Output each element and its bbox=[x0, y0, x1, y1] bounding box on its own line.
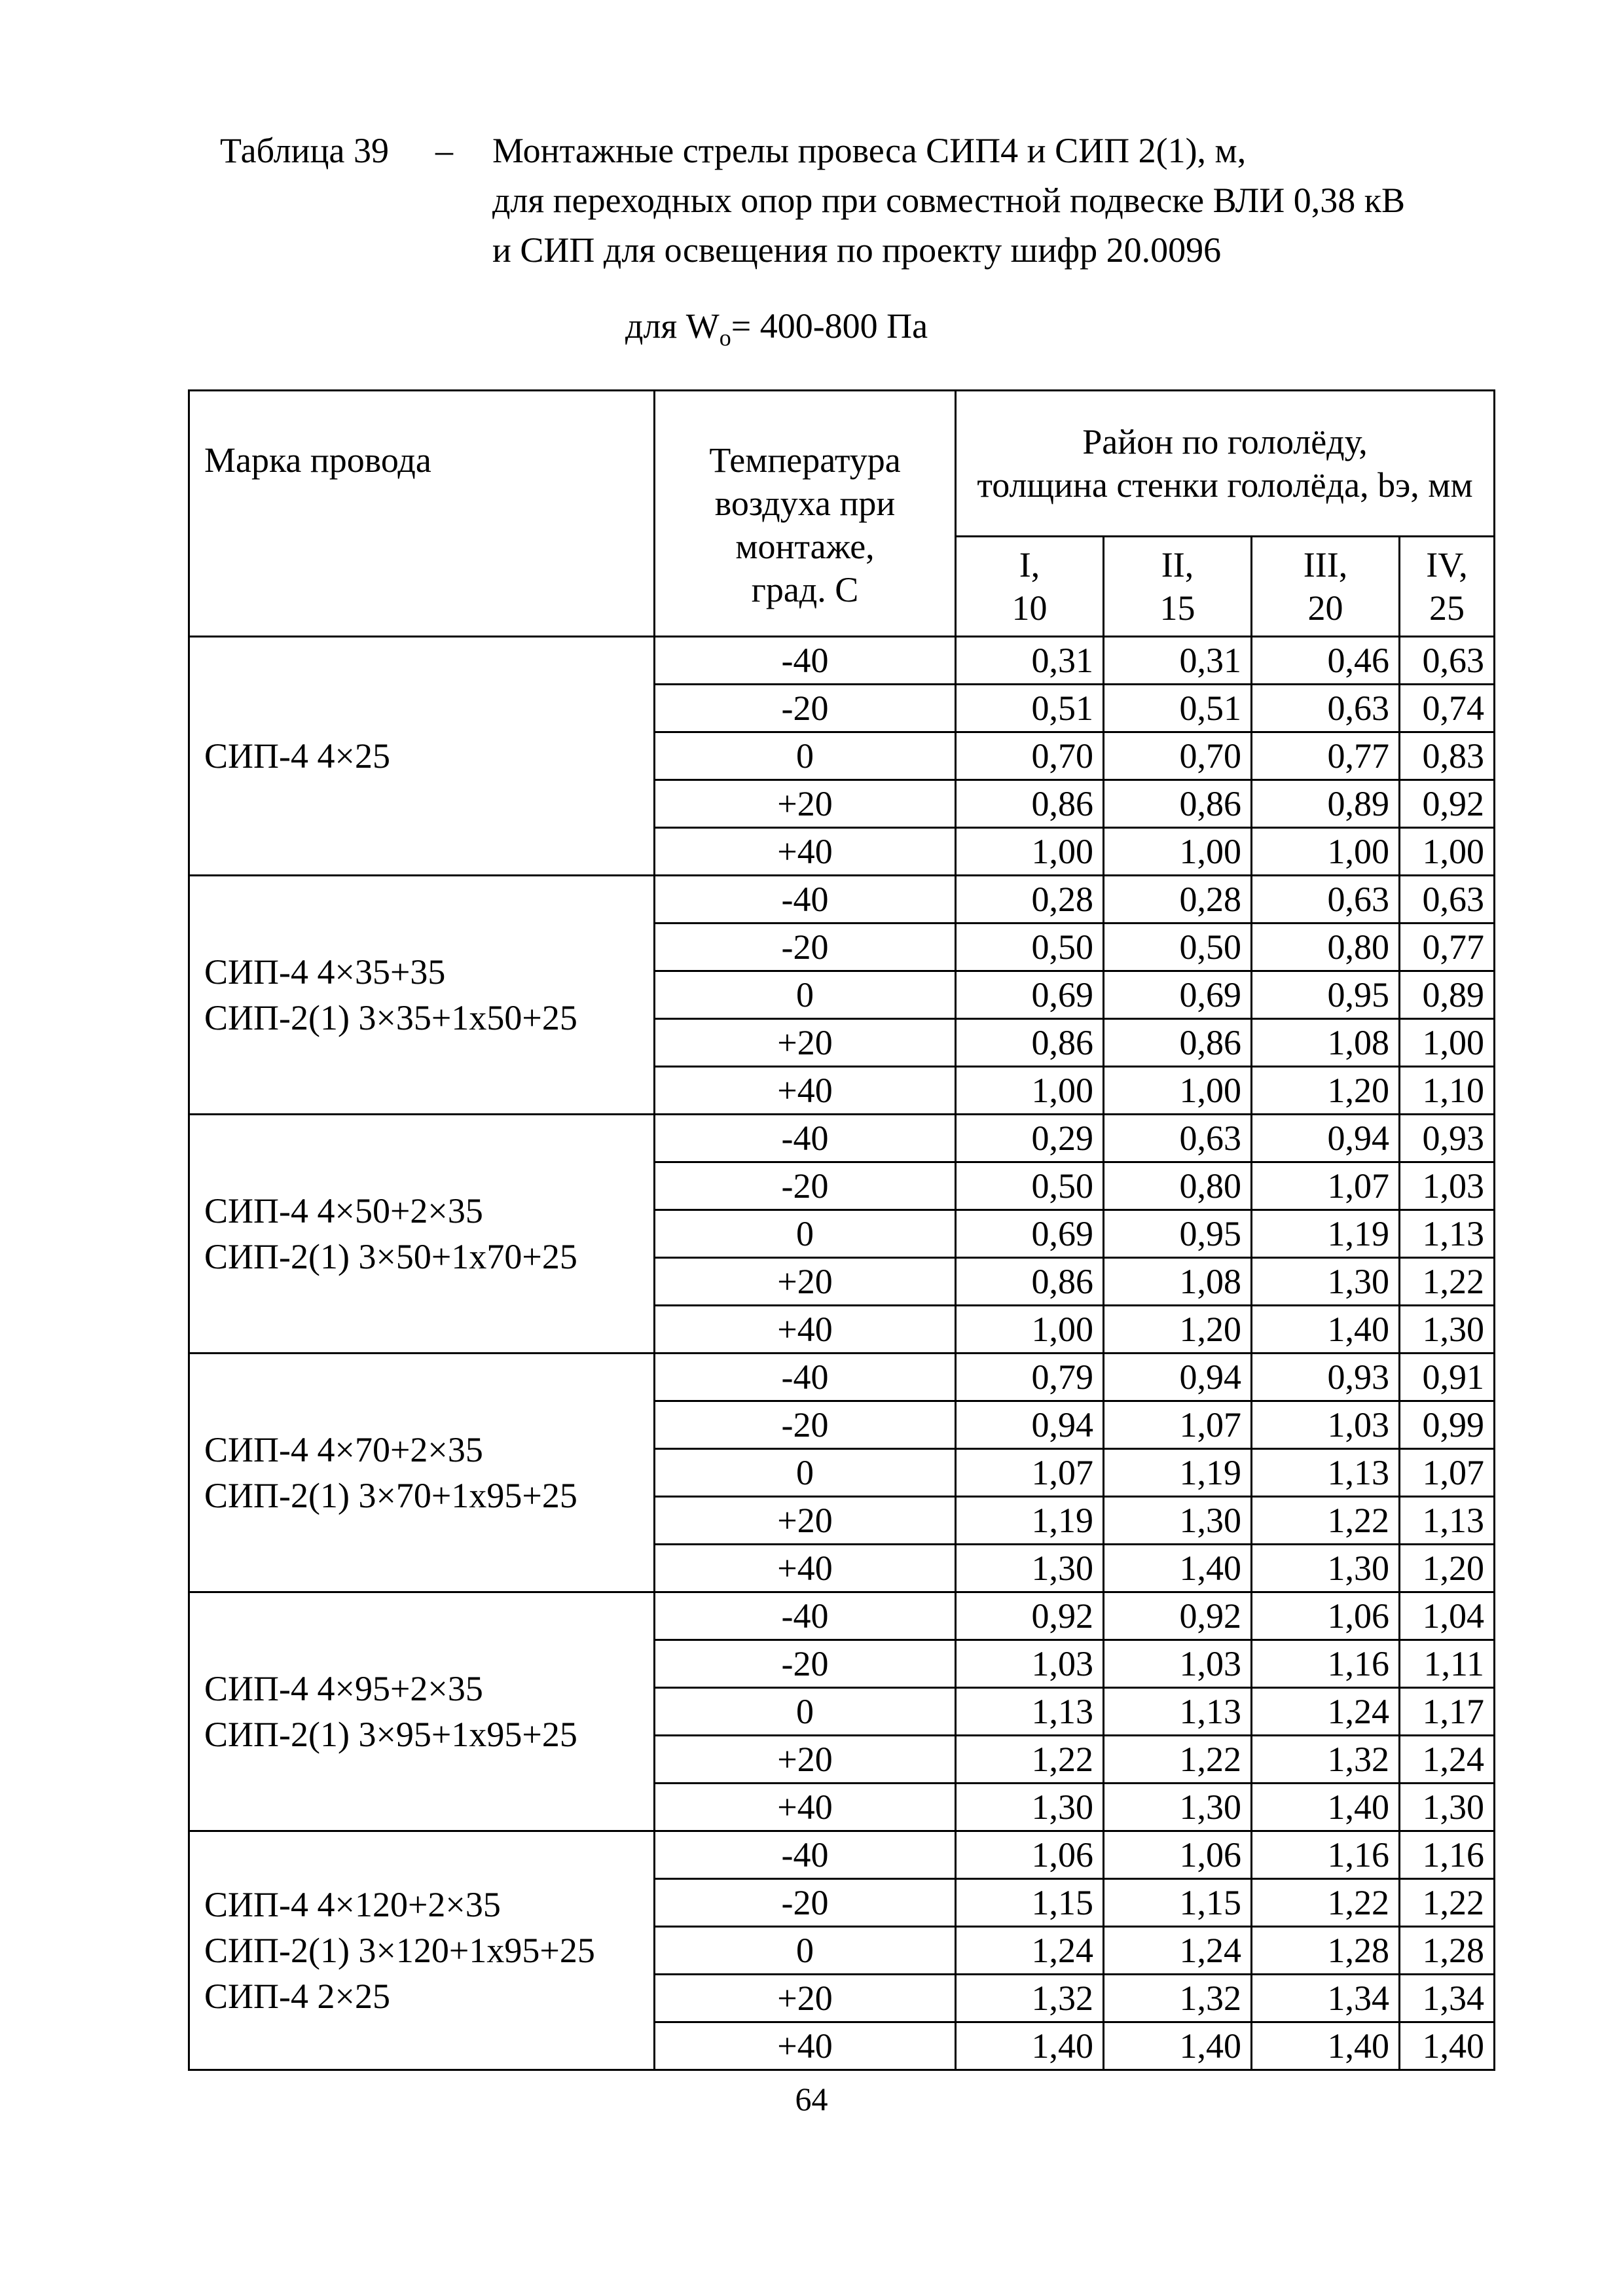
temperature-cell: -40 bbox=[655, 1115, 956, 1162]
wire-mark-line: СИП-4 2×25 bbox=[204, 1977, 390, 2016]
header-row bbox=[189, 391, 1495, 537]
sag-value-cell: 1,40 bbox=[956, 2022, 1104, 2070]
sag-value-cell: 1,00 bbox=[956, 1067, 1104, 1115]
sag-value-cell: 1,30 bbox=[1252, 1545, 1400, 1592]
temperature-cell: -20 bbox=[655, 685, 956, 732]
region-thickness: 20 bbox=[1307, 588, 1343, 628]
wire-mark-cell bbox=[189, 637, 655, 876]
sag-table bbox=[188, 389, 1495, 2071]
sag-value-cell: 0,83 bbox=[1400, 732, 1495, 780]
wire-mark-line: СИП-4 4×35+35 bbox=[204, 952, 446, 992]
table-caption-title bbox=[492, 126, 1405, 275]
sag-value-cell: 1,22 bbox=[1104, 1736, 1252, 1784]
region-roman: II, bbox=[1161, 545, 1194, 584]
sag-value-cell: 0,69 bbox=[1104, 971, 1252, 1019]
sag-value-cell: 0,69 bbox=[956, 1210, 1104, 1258]
temperature-cell: +20 bbox=[655, 1736, 956, 1784]
sag-value-cell: 1,30 bbox=[1104, 1497, 1252, 1545]
temperature-cell: 0 bbox=[655, 1210, 956, 1258]
sag-value-cell: 1,32 bbox=[1252, 1736, 1400, 1784]
region-roman: IV, bbox=[1426, 545, 1468, 584]
sag-value-cell: 1,10 bbox=[1400, 1067, 1495, 1115]
sag-value-cell: 1,22 bbox=[1252, 1879, 1400, 1927]
table-row bbox=[189, 1354, 1495, 1401]
sag-value-cell: 0,77 bbox=[1252, 732, 1400, 780]
region-thickness: 25 bbox=[1429, 588, 1465, 628]
wire-mark-cell bbox=[189, 1115, 655, 1354]
sag-value-cell: 1,40 bbox=[1252, 1784, 1400, 1831]
temperature-cell: -40 bbox=[655, 876, 956, 924]
sag-value-cell: 1,16 bbox=[1252, 1640, 1400, 1688]
sag-value-cell: 0,63 bbox=[1252, 685, 1400, 732]
temperature-cell: 0 bbox=[655, 1449, 956, 1497]
sag-value-cell: 0,86 bbox=[956, 1019, 1104, 1067]
sag-value-cell: 0,50 bbox=[956, 924, 1104, 971]
temperature-cell: +40 bbox=[655, 1545, 956, 1592]
sag-value-cell: 0,46 bbox=[1252, 637, 1400, 685]
sag-value-cell: 1,00 bbox=[956, 1306, 1104, 1354]
sag-value-cell: 0,94 bbox=[1104, 1354, 1252, 1401]
table-row bbox=[189, 637, 1495, 685]
wire-mark-line: СИП-4 4×25 bbox=[204, 736, 390, 776]
sag-value-cell: 0,77 bbox=[1400, 924, 1495, 971]
sag-value-cell: 1,24 bbox=[1252, 1688, 1400, 1736]
subtitle-prefix: для W bbox=[625, 306, 720, 346]
region-roman: I, bbox=[1019, 545, 1040, 584]
sag-value-cell: 1,30 bbox=[956, 1784, 1104, 1831]
sag-value-cell: 1,07 bbox=[1252, 1162, 1400, 1210]
region-header-1 bbox=[956, 537, 1104, 637]
temperature-cell: +40 bbox=[655, 1306, 956, 1354]
sag-value-cell: 1,17 bbox=[1400, 1688, 1495, 1736]
sag-value-cell: 1,32 bbox=[956, 1975, 1104, 2022]
sag-value-cell: 0,86 bbox=[956, 780, 1104, 828]
wire-mark-line: СИП-2(1) 3×70+1х95+25 bbox=[204, 1476, 577, 1515]
temperature-cell: -40 bbox=[655, 1831, 956, 1879]
temp-header-line: Температура bbox=[709, 440, 901, 480]
sag-value-cell: 1,30 bbox=[1400, 1784, 1495, 1831]
sag-value-cell: 1,24 bbox=[956, 1927, 1104, 1975]
sag-value-cell: 0,63 bbox=[1400, 637, 1495, 685]
wind-pressure-subtitle bbox=[625, 301, 928, 363]
column-header-mark: Марка провода bbox=[189, 391, 655, 637]
table-row bbox=[189, 1592, 1495, 1640]
sag-value-cell: 1,15 bbox=[956, 1879, 1104, 1927]
sag-value-cell: 0,29 bbox=[956, 1115, 1104, 1162]
temperature-cell: -20 bbox=[655, 1879, 956, 1927]
region-roman: III, bbox=[1303, 545, 1348, 584]
sag-value-cell: 1,06 bbox=[1104, 1831, 1252, 1879]
temperature-cell: +20 bbox=[655, 1975, 956, 2022]
sag-value-cell: 1,19 bbox=[1104, 1449, 1252, 1497]
sag-value-cell: 0,92 bbox=[1104, 1592, 1252, 1640]
temperature-cell: -20 bbox=[655, 1640, 956, 1688]
temperature-cell: 0 bbox=[655, 971, 956, 1019]
sag-value-cell: 1,13 bbox=[1252, 1449, 1400, 1497]
temperature-cell: -40 bbox=[655, 1592, 956, 1640]
sag-value-cell: 0,94 bbox=[956, 1401, 1104, 1449]
sag-value-cell: 1,20 bbox=[1104, 1306, 1252, 1354]
temp-header-line: град. С bbox=[751, 570, 859, 609]
table-row bbox=[189, 1831, 1495, 1879]
region-header-line: Район по гололёду, bbox=[1082, 422, 1368, 461]
sag-value-cell: 1,13 bbox=[1104, 1688, 1252, 1736]
sag-value-cell: 1,24 bbox=[1104, 1927, 1252, 1975]
sag-value-cell: 1,07 bbox=[1104, 1401, 1252, 1449]
sag-value-cell: 1,22 bbox=[1252, 1497, 1400, 1545]
temperature-cell: -20 bbox=[655, 1401, 956, 1449]
wire-mark-cell bbox=[189, 1831, 655, 2070]
sag-value-cell: 1,32 bbox=[1104, 1975, 1252, 2022]
sag-value-cell: 1,40 bbox=[1252, 1306, 1400, 1354]
wire-mark-line: СИП-2(1) 3×95+1х95+25 bbox=[204, 1715, 577, 1754]
wire-mark-line: СИП-2(1) 3×50+1х70+25 bbox=[204, 1237, 577, 1276]
sag-value-cell: 1,19 bbox=[956, 1497, 1104, 1545]
sag-value-cell: 1,30 bbox=[1104, 1784, 1252, 1831]
temp-header-line: монтаже, bbox=[735, 527, 875, 566]
table-row bbox=[189, 876, 1495, 924]
sag-value-cell: 0,93 bbox=[1400, 1115, 1495, 1162]
sag-value-cell: 0,89 bbox=[1252, 780, 1400, 828]
sag-value-cell: 1,03 bbox=[1104, 1640, 1252, 1688]
sag-value-cell: 0,50 bbox=[1104, 924, 1252, 971]
sag-value-cell: 1,30 bbox=[1400, 1306, 1495, 1354]
temperature-cell: 0 bbox=[655, 732, 956, 780]
wire-mark-cell bbox=[189, 1354, 655, 1592]
caption-dash: – bbox=[435, 131, 453, 170]
caption-line: для переходных опор при совместной подвеске ВЛИ 0,38 кВ bbox=[492, 181, 1405, 220]
column-header-temperature bbox=[655, 391, 956, 637]
sag-value-cell: 0,63 bbox=[1252, 876, 1400, 924]
sag-value-cell: 1,16 bbox=[1252, 1831, 1400, 1879]
region-header-line: толщина стенки гололёда, bэ, мм bbox=[977, 465, 1473, 505]
sag-value-cell: 1,04 bbox=[1400, 1592, 1495, 1640]
sag-value-cell: 1,13 bbox=[1400, 1497, 1495, 1545]
sag-value-cell: 1,40 bbox=[1400, 2022, 1495, 2070]
sag-value-cell: 0,94 bbox=[1252, 1115, 1400, 1162]
sag-value-cell: 0,95 bbox=[1252, 971, 1400, 1019]
sag-value-cell: 1,16 bbox=[1400, 1831, 1495, 1879]
page-number: 64 bbox=[795, 2081, 828, 2117]
sag-value-cell: 1,06 bbox=[956, 1831, 1104, 1879]
sag-value-cell: 1,00 bbox=[956, 828, 1104, 876]
wire-mark-line: СИП-4 4×120+2×35 bbox=[204, 1885, 501, 1924]
sag-value-cell: 1,40 bbox=[1104, 1545, 1252, 1592]
temperature-cell: -20 bbox=[655, 1162, 956, 1210]
sag-value-cell: 0,86 bbox=[1104, 780, 1252, 828]
temperature-cell: 0 bbox=[655, 1688, 956, 1736]
table-caption-label: Таблица 39 bbox=[220, 131, 389, 170]
sag-value-cell: 0,86 bbox=[1104, 1019, 1252, 1067]
sag-value-cell: 0,80 bbox=[1252, 924, 1400, 971]
temp-header-line: воздуха при bbox=[714, 484, 896, 523]
temperature-cell: +20 bbox=[655, 1258, 956, 1306]
sag-value-cell: 1,08 bbox=[1104, 1258, 1252, 1306]
sag-value-cell: 0,31 bbox=[956, 637, 1104, 685]
sag-value-cell: 1,20 bbox=[1252, 1067, 1400, 1115]
column-header-ice-region bbox=[956, 391, 1495, 537]
sag-value-cell: 1,15 bbox=[1104, 1879, 1252, 1927]
sag-value-cell: 1,03 bbox=[956, 1640, 1104, 1688]
sag-value-cell: 0,89 bbox=[1400, 971, 1495, 1019]
sag-value-cell: 1,07 bbox=[956, 1449, 1104, 1497]
sag-value-cell: 1,22 bbox=[1400, 1258, 1495, 1306]
subtitle-suffix: = 400-800 Па bbox=[731, 306, 928, 346]
temperature-cell: +40 bbox=[655, 2022, 956, 2070]
table-row bbox=[189, 1115, 1495, 1162]
sag-value-cell: 0,51 bbox=[956, 685, 1104, 732]
caption-line: и СИП для освещения по проекту шифр 20.0096 bbox=[492, 230, 1222, 270]
sag-value-cell: 1,28 bbox=[1252, 1927, 1400, 1975]
temperature-cell: +40 bbox=[655, 828, 956, 876]
sag-value-cell: 0,92 bbox=[1400, 780, 1495, 828]
temperature-cell: +20 bbox=[655, 1019, 956, 1067]
sag-value-cell: 1,07 bbox=[1400, 1449, 1495, 1497]
temperature-cell: 0 bbox=[655, 1927, 956, 1975]
sag-value-cell: 0,51 bbox=[1104, 685, 1252, 732]
sag-value-cell: 0,63 bbox=[1104, 1115, 1252, 1162]
sag-value-cell: 1,13 bbox=[956, 1688, 1104, 1736]
temperature-cell: +40 bbox=[655, 1067, 956, 1115]
sag-value-cell: 1,03 bbox=[1400, 1162, 1495, 1210]
sag-value-cell: 0,69 bbox=[956, 971, 1104, 1019]
sag-value-cell: 1,00 bbox=[1400, 828, 1495, 876]
sag-value-cell: 0,86 bbox=[956, 1258, 1104, 1306]
temperature-cell: -20 bbox=[655, 924, 956, 971]
temperature-cell: -40 bbox=[655, 1354, 956, 1401]
region-thickness: 15 bbox=[1159, 588, 1195, 628]
sag-value-cell: 0,28 bbox=[956, 876, 1104, 924]
sag-value-cell: 0,91 bbox=[1400, 1354, 1495, 1401]
wire-mark-line: СИП-2(1) 3×120+1х95+25 bbox=[204, 1931, 595, 1970]
sag-value-cell: 1,24 bbox=[1400, 1736, 1495, 1784]
sag-value-cell: 0,93 bbox=[1252, 1354, 1400, 1401]
temperature-cell: +40 bbox=[655, 1784, 956, 1831]
temperature-cell: +20 bbox=[655, 1497, 956, 1545]
wire-mark-cell bbox=[189, 876, 655, 1115]
sag-value-cell: 1,00 bbox=[1104, 1067, 1252, 1115]
sag-value-cell: 1,34 bbox=[1252, 1975, 1400, 2022]
region-thickness: 10 bbox=[1012, 588, 1048, 628]
sag-value-cell: 0,31 bbox=[1104, 637, 1252, 685]
sag-value-cell: 1,11 bbox=[1400, 1640, 1495, 1688]
sag-value-cell: 0,80 bbox=[1104, 1162, 1252, 1210]
sag-value-cell: 1,28 bbox=[1400, 1927, 1495, 1975]
wire-mark-line: СИП-4 4×95+2×35 bbox=[204, 1669, 483, 1708]
sag-value-cell: 1,00 bbox=[1104, 828, 1252, 876]
caption-line: Монтажные стрелы провеса СИП4 и СИП 2(1), м, bbox=[492, 131, 1247, 170]
wire-mark-cell bbox=[189, 1592, 655, 1831]
region-header-2 bbox=[1104, 537, 1252, 637]
sag-value-cell: 1,00 bbox=[1400, 1019, 1495, 1067]
sag-value-cell: 1,00 bbox=[1252, 828, 1400, 876]
region-header-4 bbox=[1400, 537, 1495, 637]
temperature-cell: -40 bbox=[655, 637, 956, 685]
sag-value-cell: 0,99 bbox=[1400, 1401, 1495, 1449]
sag-value-cell: 0,63 bbox=[1400, 876, 1495, 924]
sag-value-cell: 1,03 bbox=[1252, 1401, 1400, 1449]
sag-value-cell: 1,19 bbox=[1252, 1210, 1400, 1258]
sag-value-cell: 0,50 bbox=[956, 1162, 1104, 1210]
subtitle-subscript: о bbox=[719, 324, 731, 351]
sag-value-cell: 0,28 bbox=[1104, 876, 1252, 924]
temperature-cell: +20 bbox=[655, 780, 956, 828]
wire-mark-line: СИП-2(1) 3×35+1х50+25 bbox=[204, 998, 577, 1037]
sag-value-cell: 0,70 bbox=[1104, 732, 1252, 780]
sag-value-cell: 1,40 bbox=[1104, 2022, 1252, 2070]
sag-value-cell: 1,20 bbox=[1400, 1545, 1495, 1592]
sag-value-cell: 1,30 bbox=[1252, 1258, 1400, 1306]
region-header-3 bbox=[1252, 537, 1400, 637]
sag-value-cell: 0,74 bbox=[1400, 685, 1495, 732]
sag-value-cell: 1,06 bbox=[1252, 1592, 1400, 1640]
sag-value-cell: 1,22 bbox=[956, 1736, 1104, 1784]
sag-value-cell: 1,22 bbox=[1400, 1879, 1495, 1927]
sag-value-cell: 0,95 bbox=[1104, 1210, 1252, 1258]
sag-value-cell: 1,08 bbox=[1252, 1019, 1400, 1067]
sag-value-cell: 0,92 bbox=[956, 1592, 1104, 1640]
sag-value-cell: 1,13 bbox=[1400, 1210, 1495, 1258]
wire-mark-line: СИП-4 4×50+2×35 bbox=[204, 1191, 483, 1230]
sag-value-cell: 1,34 bbox=[1400, 1975, 1495, 2022]
sag-value-cell: 0,79 bbox=[956, 1354, 1104, 1401]
sag-value-cell: 0,70 bbox=[956, 732, 1104, 780]
sag-value-cell: 1,40 bbox=[1252, 2022, 1400, 2070]
sag-value-cell: 1,30 bbox=[956, 1545, 1104, 1592]
wire-mark-line: СИП-4 4×70+2×35 bbox=[204, 1430, 483, 1469]
